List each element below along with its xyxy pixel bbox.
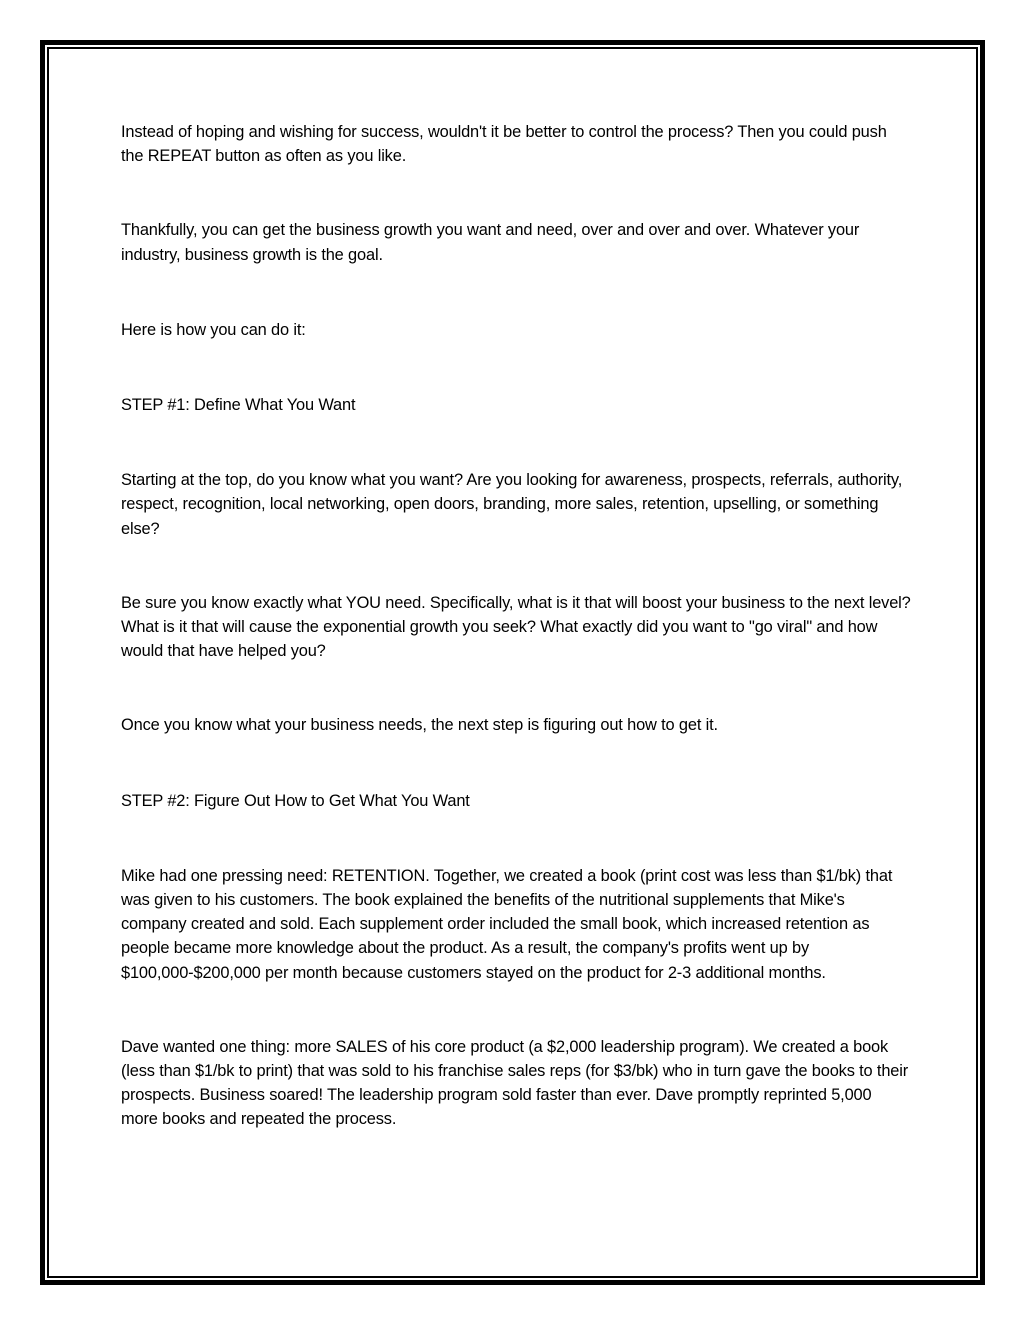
document-body: [121, 120, 911, 1132]
step-2-heading: STEP #2: Figure Out How to Get What You Want: [121, 791, 470, 810]
paragraph-dave-example: Dave wanted one thing: more SALES of his core product (a $2,000 leadership program). We created a book (less than $1/bk to print) that was sold to his franchise sales reps (for $3/bk) who in turn gave the books to their prospects. Business soared! The leadership program sold faster than ever. Dave promptly reprinted 5,000 more books and repeated the process.: [121, 1037, 909, 1129]
paragraph-step-1-questions: Starting at the top, do you know what you want? Are you looking for awareness, prospects, referrals, authority, respect, recognition, local networking, open doors, branding, more sales, retention, upselling, or something else?: [121, 471, 903, 538]
paragraph-step-1-needs: Be sure you know exactly what YOU need. Specifically, what is it that will boost your business to the next level? What is it that will cause the exponential growth you seek? What exactly did you want to "go viral" and how would that have helped you?: [121, 593, 911, 661]
paragraph-next-step: Once you know what your business needs, the next step is figuring out how to get it.: [121, 716, 718, 735]
paragraph-thankfully: Thankfully, you can get the business growth you want and need, over and over and over. Whatever your industry, business growth is the goal.: [121, 221, 860, 264]
paragraph-how-to: Here is how you can do it:: [121, 320, 306, 339]
step-1-heading: STEP #1: Define What You Want: [121, 396, 356, 415]
paragraph-intro: Instead of hoping and wishing for success, wouldn't it be better to control the process? Then you could push the REPEAT button as often as you like.: [121, 123, 887, 166]
paragraph-mike-example: Mike had one pressing need: RETENTION. Together, we created a book (print cost was less than $1/bk) that was given to his customers. The book explained the benefits of the nutritional supplements that Mike's company created and sold. Each supplement order included the small book, which increased retention as people became more knowledge about the product. As a result, the company's profits went up by $100,000-$200,000 per month because customers stayed on the product for 2-3 additional months.: [121, 866, 893, 982]
